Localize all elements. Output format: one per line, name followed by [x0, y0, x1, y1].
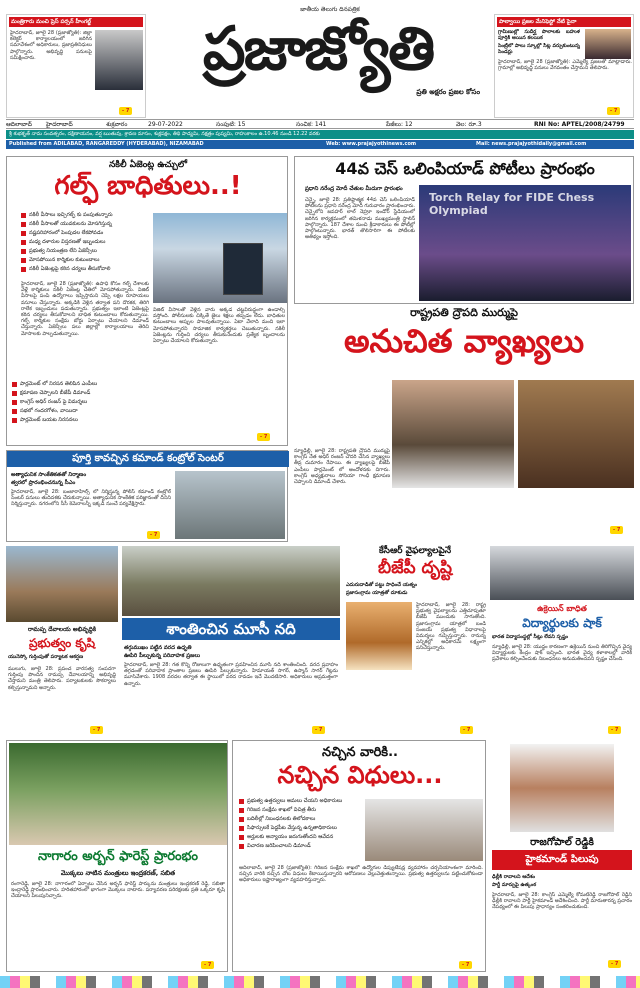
logo: ప్రజాజ్యోతి: [202, 14, 434, 84]
right-teaser-title: పాల్వాయి ప్రజల మేనిఫెస్టో నేటి పైనా: [497, 17, 631, 27]
temple-ref: - 7: [90, 726, 103, 734]
forest-headline: నాగారం అర్బన్ ఫారెస్ట్ ప్రారంభం: [37, 849, 198, 864]
email: Mail: news.prajajyothidaily@gmail.com: [476, 141, 587, 147]
left-teaser-photo: [95, 30, 143, 90]
duties-headline: నచ్చిన విధులు...: [277, 761, 443, 789]
gulf-kicker: నకిలీ ఏజెంట్ల ఉచ్చులో: [108, 160, 188, 170]
left-teaser-text: హైదరాబాద్, జూలై 28 (ప్రజాజ్యోతి): జిల్లా కలెక్టర్ కార్యాలయంలో జరిగిన సమావేశంలో అధికారులు, ప్రజాప్రతినిధులు పాల్గొన్నారు. అభివృద్ధి పనులపై సమీక్షించారు.: [10, 30, 92, 61]
command-story: [6, 450, 288, 542]
right-teaser-ref: - 7: [607, 107, 620, 115]
left-teaser-ref: - 7: [119, 107, 132, 115]
kcr-story: [344, 546, 486, 736]
list-item: నకిలీ వీసాలు ఇచ్చిగల్ఫ్ కు పంపుతున్నారు: [21, 211, 151, 220]
left-teaser: [6, 14, 146, 118]
temple-kicker: రామప్ప దేవాలయ అభివృద్ధికి: [27, 626, 97, 633]
ukraine-kicker: ఉక్రెయిన్ బాధిత: [537, 604, 587, 613]
pages: పేజీలు: 12: [386, 121, 413, 128]
list-item: పార్లమెంట్ లో నిరసన తెలిపిన ఎంపీలు: [12, 380, 152, 389]
published: Published from ADILABAD, RANGAREDDY (HYDERABAD), NIZAMABAD: [9, 141, 204, 147]
gulf-ref: - 7: [257, 433, 270, 441]
musi-ref: - 7: [312, 726, 325, 734]
list-item: మధ్య దళారుల విస్తరణతో ఇబ్బందులు: [21, 238, 151, 247]
passport-image: [223, 243, 263, 295]
ukraine-headline: విద్యార్థులకు షాక్: [522, 616, 602, 630]
gulf-body: హైదరాబాద్, జూలై 28 (ప్రజాజ్యోతి): ఉపాధి కోసం గల్ఫ్ దేశాలకు వెళ్లే కార్మికులు నకిలీ ఏజెంట్ల చేతిలో మోసపోతున్నారు. విజిట్ వీసాలపై పంపి ఉద్యోగాలు ఇప్పిస్తామని చెప్పి లక్షల రూపాయలు వసూలు చేస్తున్నారు. అక్కడికి వెళ్లిన తర్వాత పని దొరకక, తిరిగి రాలేక ఇబ్బందులు పడుతున్నారు. ప్రభుత్వం ఇలాంటి ఏజెంట్లపై కఠిన చర్యలు తీసుకోవాలని బాధిత కుటుంబాలు కోరుతున్నాయి. గల్ఫ్ కార్మికుల సంక్షేమ బోర్డు ఏర్పాటు చేయాలని డిమాండ్ చేస్తున్నారు. ఏజెన్సీలు పలు జిల్లాల్లో కార్యాలయాలు తెరిచి మోసాలకు పాల్పడుతున్నాయి.: [21, 281, 149, 337]
rajgopal-photo: [510, 744, 614, 832]
list-item: బదిలీల్లో నిబంధనలకు తిలోదకాలు: [239, 815, 363, 824]
kcr-body: హైదరాబాద్, జూలై 28: రాష్ట్ర ప్రభుత్వ వైఫల్యాలను ఎత్తిచూపుతూ బీజేపీ ముందుకు సాగుతోంది. ప్రజాసంగ్రామ యాత్రలో బండి సంజయ్ ప్రభుత్వ విధానాలపై విమర్శలు గుప్పిస్తున్నారు. రానున్న ఎన్నికల్లో అధికారమే లక్ష్యంగా పనిచేస్తున్నారు.: [416, 602, 486, 652]
city: హైదరాబాద్: [46, 121, 73, 128]
right-teaser-text: హైదరాబాద్, జూలై 28 (ప్రజాజ్యోతి): ఎమ్మెల్యే ప్రజలతో మాట్లాడారు. గ్రామాల్లో అభివృద్ధి పనులు వేగవంతం చేస్తామని తెలిపారు.: [498, 59, 632, 72]
musi-headline: శాంతించిన మూసీ నది: [122, 618, 340, 640]
list-item: అర్హులకు అన్యాయం జరుగుతోందని ఆవేదన: [239, 833, 363, 842]
rajgopal-kicker: రాజగోపాల్ రెడ్డికి: [530, 837, 594, 848]
right-teaser: [494, 14, 634, 118]
gulf-headline: గల్ఫ్ బాధితులు..!: [54, 171, 242, 201]
web: Web: www.prajajyothinews.com: [326, 141, 417, 147]
president-photo-1: [392, 380, 514, 488]
panchang-bar: [6, 130, 634, 139]
dateline: [6, 119, 634, 129]
chess-story: [294, 156, 634, 304]
volume: సంపుటి: 15: [216, 121, 246, 128]
panchang: శ్రీ శుభకృత్ నామ సంవత్సరం, దక్షిణాయనం, వర్ష ఋతువు, శ్రావణ మాసం, శుక్లపక్షం, తిథి పాడ్యమి, నక్షత్రం పుష్యమి, రాహుకాలం ఉ.10.46 నుండి 12.22 వరకు: [9, 131, 320, 137]
date: 29-07-2022: [148, 121, 183, 128]
forest-photo: [9, 743, 227, 845]
rajgopal-sub1: ఢిల్లీకి రావాలని ఆదేశం: [492, 874, 536, 880]
kcr-kicker: కేసీఆర్ వైఫల్యాలపైనే: [378, 546, 452, 556]
musi-photo: [122, 546, 340, 616]
rajgopal-body: హైదరాబాద్, జూలై 28: కాంగ్రెస్ ఎమ్మెల్యే కోమటిరెడ్డి రాజగోపాల్ రెడ్డిని ఢిల్లీకి రావాలని పార్టీ హైకమాండ్ ఆదేశించింది. పార్టీ మారుతారన్న ప్రచారం నేపథ్యంలో ఈ పిలుపు ప్రాధాన్యం సంతరించుకుంది.: [492, 892, 632, 911]
chess-bullet: ప్రధాని నరేంద్ర మోదీ చేతుల మీదుగా ప్రారంభం: [305, 186, 403, 192]
list-item: ప్రభుత్వ నియంత్రణ లేని ఏజెన్సీలు: [21, 247, 151, 256]
forest-ref: - 7: [201, 961, 214, 969]
gulf-photo: [153, 213, 287, 303]
musi-body: హైదరాబాద్, జూలై 28: గత కొన్ని రోజులుగా ఉధృతంగా ప్రవహించిన మూసీ నది శాంతించింది. వరద ప్రవాహం తగ్గడంతో పరివాహక ప్రాంతాల ప్రజలు ఊపిరి పీల్చుకున్నారు. హిమాయత్ సాగర్, ఉస్మాన్ సాగర్ గేట్లను మూసివేశారు. 1908 వరదల తర్వాత ఈ స్థాయిలో వరద రావడం ఇదే మొదటిసారి. అధికారులు అప్రమత్తంగా ఉన్నారు.: [124, 662, 338, 687]
edition-city: ఆదిలాబాద్: [6, 121, 32, 128]
day: శుక్రవారం: [106, 121, 128, 128]
motto: ప్రతి అక్షరం ప్రజల కోసం: [416, 88, 480, 96]
command-ref: - 7: [147, 531, 160, 539]
list-item: పార్లమెంట్ బయట నిరసనలు: [12, 416, 152, 425]
list-item: కాంగ్రెస్ అధిర్ రంజన్ పై విమర్శలు: [12, 398, 152, 407]
right-teaser-b1: గ్రామీణుల్లో సుదీర్ఘ పొలాలకు బహుళ పూర్తికి ఆయిన కలయిక: [498, 29, 580, 41]
ukraine-body: న్యూఢిల్లీ, జూలై 28: యుద్ధం కారణంగా ఉక్రెయిన్ నుంచి తిరిగొచ్చిన వైద్య విద్యార్థులకు కేంద్రం షాక్ ఇచ్చింది. భారత వైద్య కళాశాలల్లో వారికి ప్రవేశాలు కల్పించేందుకు నిబంధనలు అనుమతించవని స్పష్టం చేసింది.: [492, 644, 632, 663]
president-photo-2: [518, 380, 634, 488]
rni: RNI No: APTEL/2008/24799: [534, 121, 625, 128]
rajgopal-sub2: పార్టీ మార్పుపై ఉత్కంఠ: [492, 882, 537, 888]
musi-story: [122, 546, 340, 736]
list-item: సభలో గందరగోళం, వాయిదా: [12, 407, 152, 416]
forest-story: [6, 740, 228, 972]
published-bar: [6, 140, 634, 149]
rajgopal-ref: - 7: [608, 960, 621, 968]
list-item: సిఫార్సులకే పెద్దపీట వేస్తున్న ఉన్నతాధికారులు: [239, 824, 363, 833]
president-bullets: [12, 380, 152, 425]
list-item: నష్టపరిహారంలో పెంపుదల లేకపోవడం: [21, 229, 151, 238]
command-body: హైదరాబాద్, జూలై 28: బంజారాహిల్స్ లో నిర్మిస్తున్న పోలీస్ కమాండ్ కంట్రోల్ సెంటర్ పనులు తుదిదశకు చేరుకున్నాయి. అత్యాధునిక సాంకేతిక పరిజ్ఞానంతో దీనిని నిర్మిస్తున్నారు. నగరంలోని సీసీ కెమెరాలన్నీ ఇక్కడి నుంచే పర్యవేక్షిస్తారు.: [11, 489, 171, 508]
temple-body: ములుగు, జూలై 28: ప్రపంచ వారసత్వ సంపదగా గుర్తింపు పొందిన రామప్ప దేవాలయాన్ని అభివృద్ధి చేస్తామని మంత్రి తెలిపారు. పర్యాటకులకు సౌకర్యాలు కల్పిస్తున్నామని అన్నారు.: [8, 666, 116, 691]
gulf-body-2: విజిట్ వీసాలతో వెళ్లిన వారు అక్కడ చట్టవిరుద్ధంగా ఉండాల్సి వస్తోంది. పోలీసులకు చిక్కితే జైలు శిక్షలు తప్పడం లేదు. బాధితుల కుటుంబాలు అప్పుల పాలవుతున్నాయి. ఏటా వేలాది మంది ఇలా మోసపోతున్నారని సామాజిక కార్యకర్తలు చెబుతున్నారు. నకిలీ ఏజెంట్లను గుర్తించి చర్యలు తీసుకునేందుకు ప్రత్యేక బృందాలను ఏర్పాటు చేయాలని కోరుతున్నారు.: [153, 307, 285, 345]
duties-bullets: [239, 797, 363, 851]
color-registration-bar: [0, 976, 640, 988]
command-photo: [175, 471, 285, 539]
ukraine-story: [490, 546, 634, 736]
duties-ref: - 7: [459, 961, 472, 969]
list-item: నకిలీ ఏజెంట్లపై కఠిన చర్యలు తీసుకోవాలి: [21, 265, 151, 274]
masthead: [0, 0, 640, 118]
list-item: నకిలీ వీసాలతో యువకులను మోసగిస్తున్న: [21, 220, 151, 229]
chess-body: చెన్నై, జూలై 28: ప్రతిష్ఠాత్మక 44వ చెస్ ఒలింపియాడ్ పోటీలను ప్రధాని నరేంద్ర మోదీ గురువారం ప్రారంభించారు. చెన్నైలోని జవహర్ లాల్ నెహ్రూ ఇండోర్ స్టేడియంలో జరిగిన కార్యక్రమంలో తమిళనాడు ముఖ్యమంత్రి స్టాలిన్ పాల్గొన్నారు. 187 దేశాల నుంచి క్రీడాకారులు ఈ పోటీల్లో పాల్గొంటున్నారు. భారత్ తొలిసారిగా ఈ పోటీలకు ఆతిథ్యం ఇస్తోంది.: [305, 197, 415, 241]
kcr-sub2: ప్రజాసంగ్రామ యాత్రతో దూకుడు: [346, 590, 408, 596]
list-item: గిరిజన సంక్షేమ శాఖలో విచిత్ర తీరు: [239, 806, 363, 815]
duties-story: [232, 740, 486, 972]
president-kicker: రాష్ట్రపతి ద్రౌపది ముర్ముపై: [410, 306, 518, 319]
command-sub2: త్వరలో ప్రారంభించనున్న సీఎం: [11, 480, 76, 486]
kcr-sub1: ఎదురుదాడితో పట్టు సాధించే యత్నం: [346, 582, 418, 588]
list-item: మోసపోయిన కార్మికుల కుటుంబాలు: [21, 256, 151, 265]
left-teaser-title: మంత్రిగారు మంచి ప్రెస్ పర్సన్ హీంగల్జ్: [9, 17, 143, 27]
right-teaser-b2: సెంట్రిలో పాలు స్కూల్లో సీట్ల వర్చుకుంటున్న సెండర్లు: [498, 43, 580, 56]
issue: సంచిక: 141: [296, 121, 327, 128]
gulf-bullets: [21, 211, 151, 274]
president-body: న్యూఢిల్లీ, జూలై 28: రాష్ట్రపతి ద్రౌపది ముర్ముపై కాంగ్రెస్ నేత అధిర్ రంజన్ చౌదరి చేసిన వ్యాఖ్యలు తీవ్ర దుమారం రేపాయి. ఈ వ్యాఖ్యలపై బీజేపీ ఎంపీలు పార్లమెంట్ లో ఆందోళనకు దిగారు. కాంగ్రెస్ అధ్యక్షురాలు సోనియా గాంధీ క్షమాపణ చెప్పాలని డిమాండ్ చేశారు.: [294, 448, 390, 486]
list-item: క్షమాపణ చెప్పాలని బీజేపీ డిమాండ్: [12, 389, 152, 398]
ukraine-sub: భారత విద్యాసంస్థల్లో సీట్లు లేవని స్పష్టం: [492, 634, 569, 640]
kcr-photo: [346, 602, 412, 670]
duties-body: ఆదిలాబాద్, జూలై 28 (ప్రజాజ్యోతి): గిరిజన సంక్షేమ శాఖలో ఉద్యోగుల డిప్యుటేషన్ల వ్యవహారం చర్చనీయాంశంగా మారింది. నచ్చిన వారికి నచ్చిన చోట విధులు కేటాయిస్తున్నారని ఆరోపణలు వెల్లువెత్తుతున్నాయి. ప్రభుత్వ ఉత్తర్వులను పట్టించుకోకుండా అధికారులు ఇష్టారాజ్యంగా వ్యవహరిస్తున్నారు.: [239, 865, 483, 884]
price: వెల: రూ.3: [456, 121, 482, 128]
temple-photo: [6, 546, 118, 622]
list-item: ప్రభుత్వ ఉత్తర్వులు అమలు చేయని అధికారులు: [239, 797, 363, 806]
temple-headline: ప్రభుత్వం కృషి: [28, 636, 96, 650]
kcr-ref: - 7: [460, 726, 473, 734]
duties-photo: [365, 799, 483, 861]
command-headline: పూర్తి కావచ్చిన కమాండ్ కంట్రోల్ సెంటర్: [7, 451, 289, 467]
chess-photo: [419, 185, 631, 301]
kcr-headline: బీజేపీ దృష్టి: [377, 558, 452, 578]
temple-sub: యునెస్కో గుర్తింపుతో పర్యాటక ఆకర్షణ: [8, 654, 84, 660]
musi-sub2: ఊపిరి పీల్చుకున్న పరివాహక ప్రజలు: [124, 653, 201, 659]
duties-kicker: నచ్చిన వారికి..: [322, 745, 398, 760]
rajgopal-story: [490, 740, 634, 972]
musi-sub1: తగ్గుముఖం పట్టిన వరద ఉధృతి: [124, 645, 192, 651]
temple-story: [6, 546, 118, 736]
rajgopal-headline: హైకమాండ్ పిలుపు: [492, 850, 632, 870]
tagline: జాతీయ తెలుగు దినపత్రిక: [300, 6, 360, 13]
forest-sub: మొక్కలు నాటిన మంత్రులు ఇంద్రకరణ్, సబిత: [60, 869, 176, 877]
ukraine-photo: [490, 546, 634, 600]
forest-body: రంగారెడ్డి, జూలై 28: నాగారంలో ఏర్పాటు చేసిన అర్బన్ ఫారెస్ట్ పార్కును మంత్రులు ఇంద్రకరణ్ రెడ్డి, సబితా ఇంద్రారెడ్డి ప్రారంభించారు. హరితహారంలో భాగంగా మొక్కలు నాటారు. పర్యావరణ పరిరక్షణకు ప్రతి ఒక్కరూ కృషి చేయాలని పిలుపునిచ్చారు.: [11, 881, 225, 900]
list-item: విచారణ జరిపించాలని డిమాండ్: [239, 842, 363, 851]
command-sub1: అత్యాధునిక సాంకేతికతతో నిర్మాణం: [11, 472, 87, 478]
ukraine-ref: - 7: [608, 726, 621, 734]
chess-headline: 44వ చెస్ ఒలింపియాడ్ పోటీలు ప్రారంభం: [335, 159, 595, 178]
president-ref: - 7: [610, 526, 623, 534]
right-teaser-photo: [585, 29, 631, 59]
president-headline: అనుచిత వ్యాఖ్యలు: [343, 322, 585, 360]
chess-photo-caption: Torch Relay for FIDE Chess Olympiad: [429, 191, 595, 217]
